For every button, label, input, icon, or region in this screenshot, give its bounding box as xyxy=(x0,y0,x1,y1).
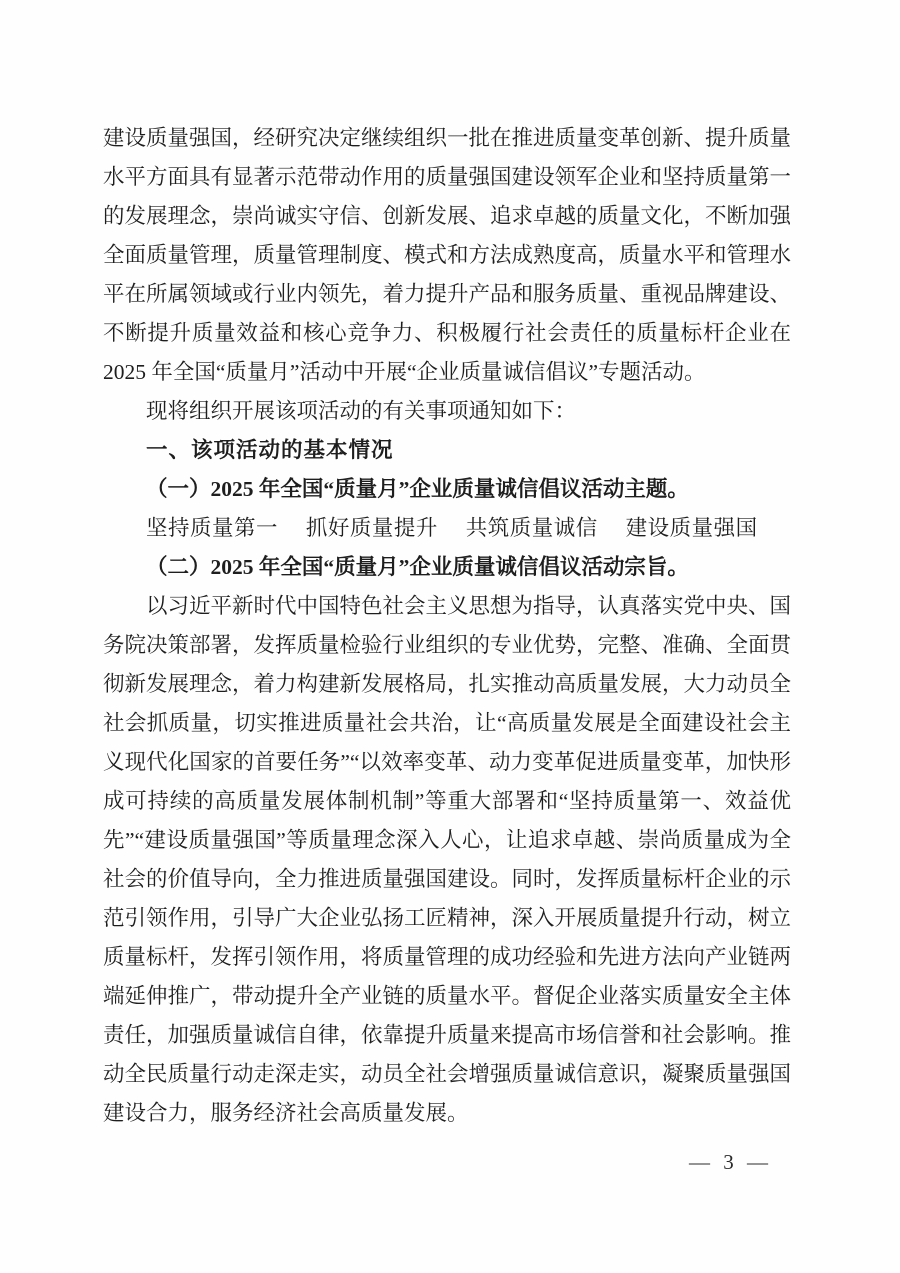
paragraph-notice-intro: 现将组织开展该项活动的有关事项通知如下： xyxy=(146,399,577,423)
subsection-heading-activity-purpose: （二）2025 年全国“质量月”企业质量诚信倡议活动宗旨。 xyxy=(146,555,689,579)
subsection-heading-activity-theme: （一）2025 年全国“质量月”企业质量诚信倡议活动主题。 xyxy=(146,477,689,501)
document-body xyxy=(103,119,791,1133)
section-heading-basic-situation: 一、该项活动的基本情况 xyxy=(146,438,394,462)
page-number: — 3 — xyxy=(689,1150,772,1174)
paragraph-continuation: 建设质量强国，经研究决定继续组织一批在推进质量变革创新、提升质量水平方面具有显著示范带动作用的质量强国建设领军企业和坚持质量第一的发展理念，崇尚诚实守信、创新发展、追求卓越的质量文化，不断加强全面质量管理，质量管理制度、模式和方法成熟度高，质量水平和管理水平在所属领域或行业内领先，着力提升产品和服务质量、重视品牌建设、不断提升质量效益和核心竞争力、积极履行社会责任的质量标杆企业在 2025 年全国“质量月”活动中开展“企业质量诚信倡议”专题活动。 xyxy=(103,126,792,384)
activity-theme-slogan: 坚持质量第一 抓好质量提升 共筑质量诚信 建设质量强国 xyxy=(146,516,758,540)
paragraph-activity-purpose: 以习近平新时代中国特色社会主义思想为指导，认真落实党中央、国务院决策部署，发挥质量检验行业组织的专业优势，完整、准确、全面贯彻新发展理念，着力构建新发展格局，扎实推动高质量发展，大力动员全社会抓质量，切实推进质量社会共治，让“高质量发展是全面建设社会主义现代化国家的首要任务”“以效率变革、动力变革促进质量变革，加快形成可持续的高质量发展体制机制”等重大部署和“坚持质量第一、效益优先”“建设质量强国”等质量理念深入人心，让追求卓越、崇尚质量成为全社会的价值导向，全力推进质量强国建设。同时，发挥质量标杆企业的示范引领作用，引导广大企业弘扬工匠精神，深入开展质量提升行动，树立质量标杆，发挥引领作用，将质量管理的成功经验和先进方法向产业链两端延伸推广，带动提升全产业链的质量水平。督促企业落实质量安全主体责任，加强质量诚信自律，依靠提升质量来提高市场信誉和社会影响。推动全民质量行动走深走实，动员全社会增强质量诚信意识，凝聚质量强国建设合力，服务经济社会高质量发展。 xyxy=(103,594,792,1125)
